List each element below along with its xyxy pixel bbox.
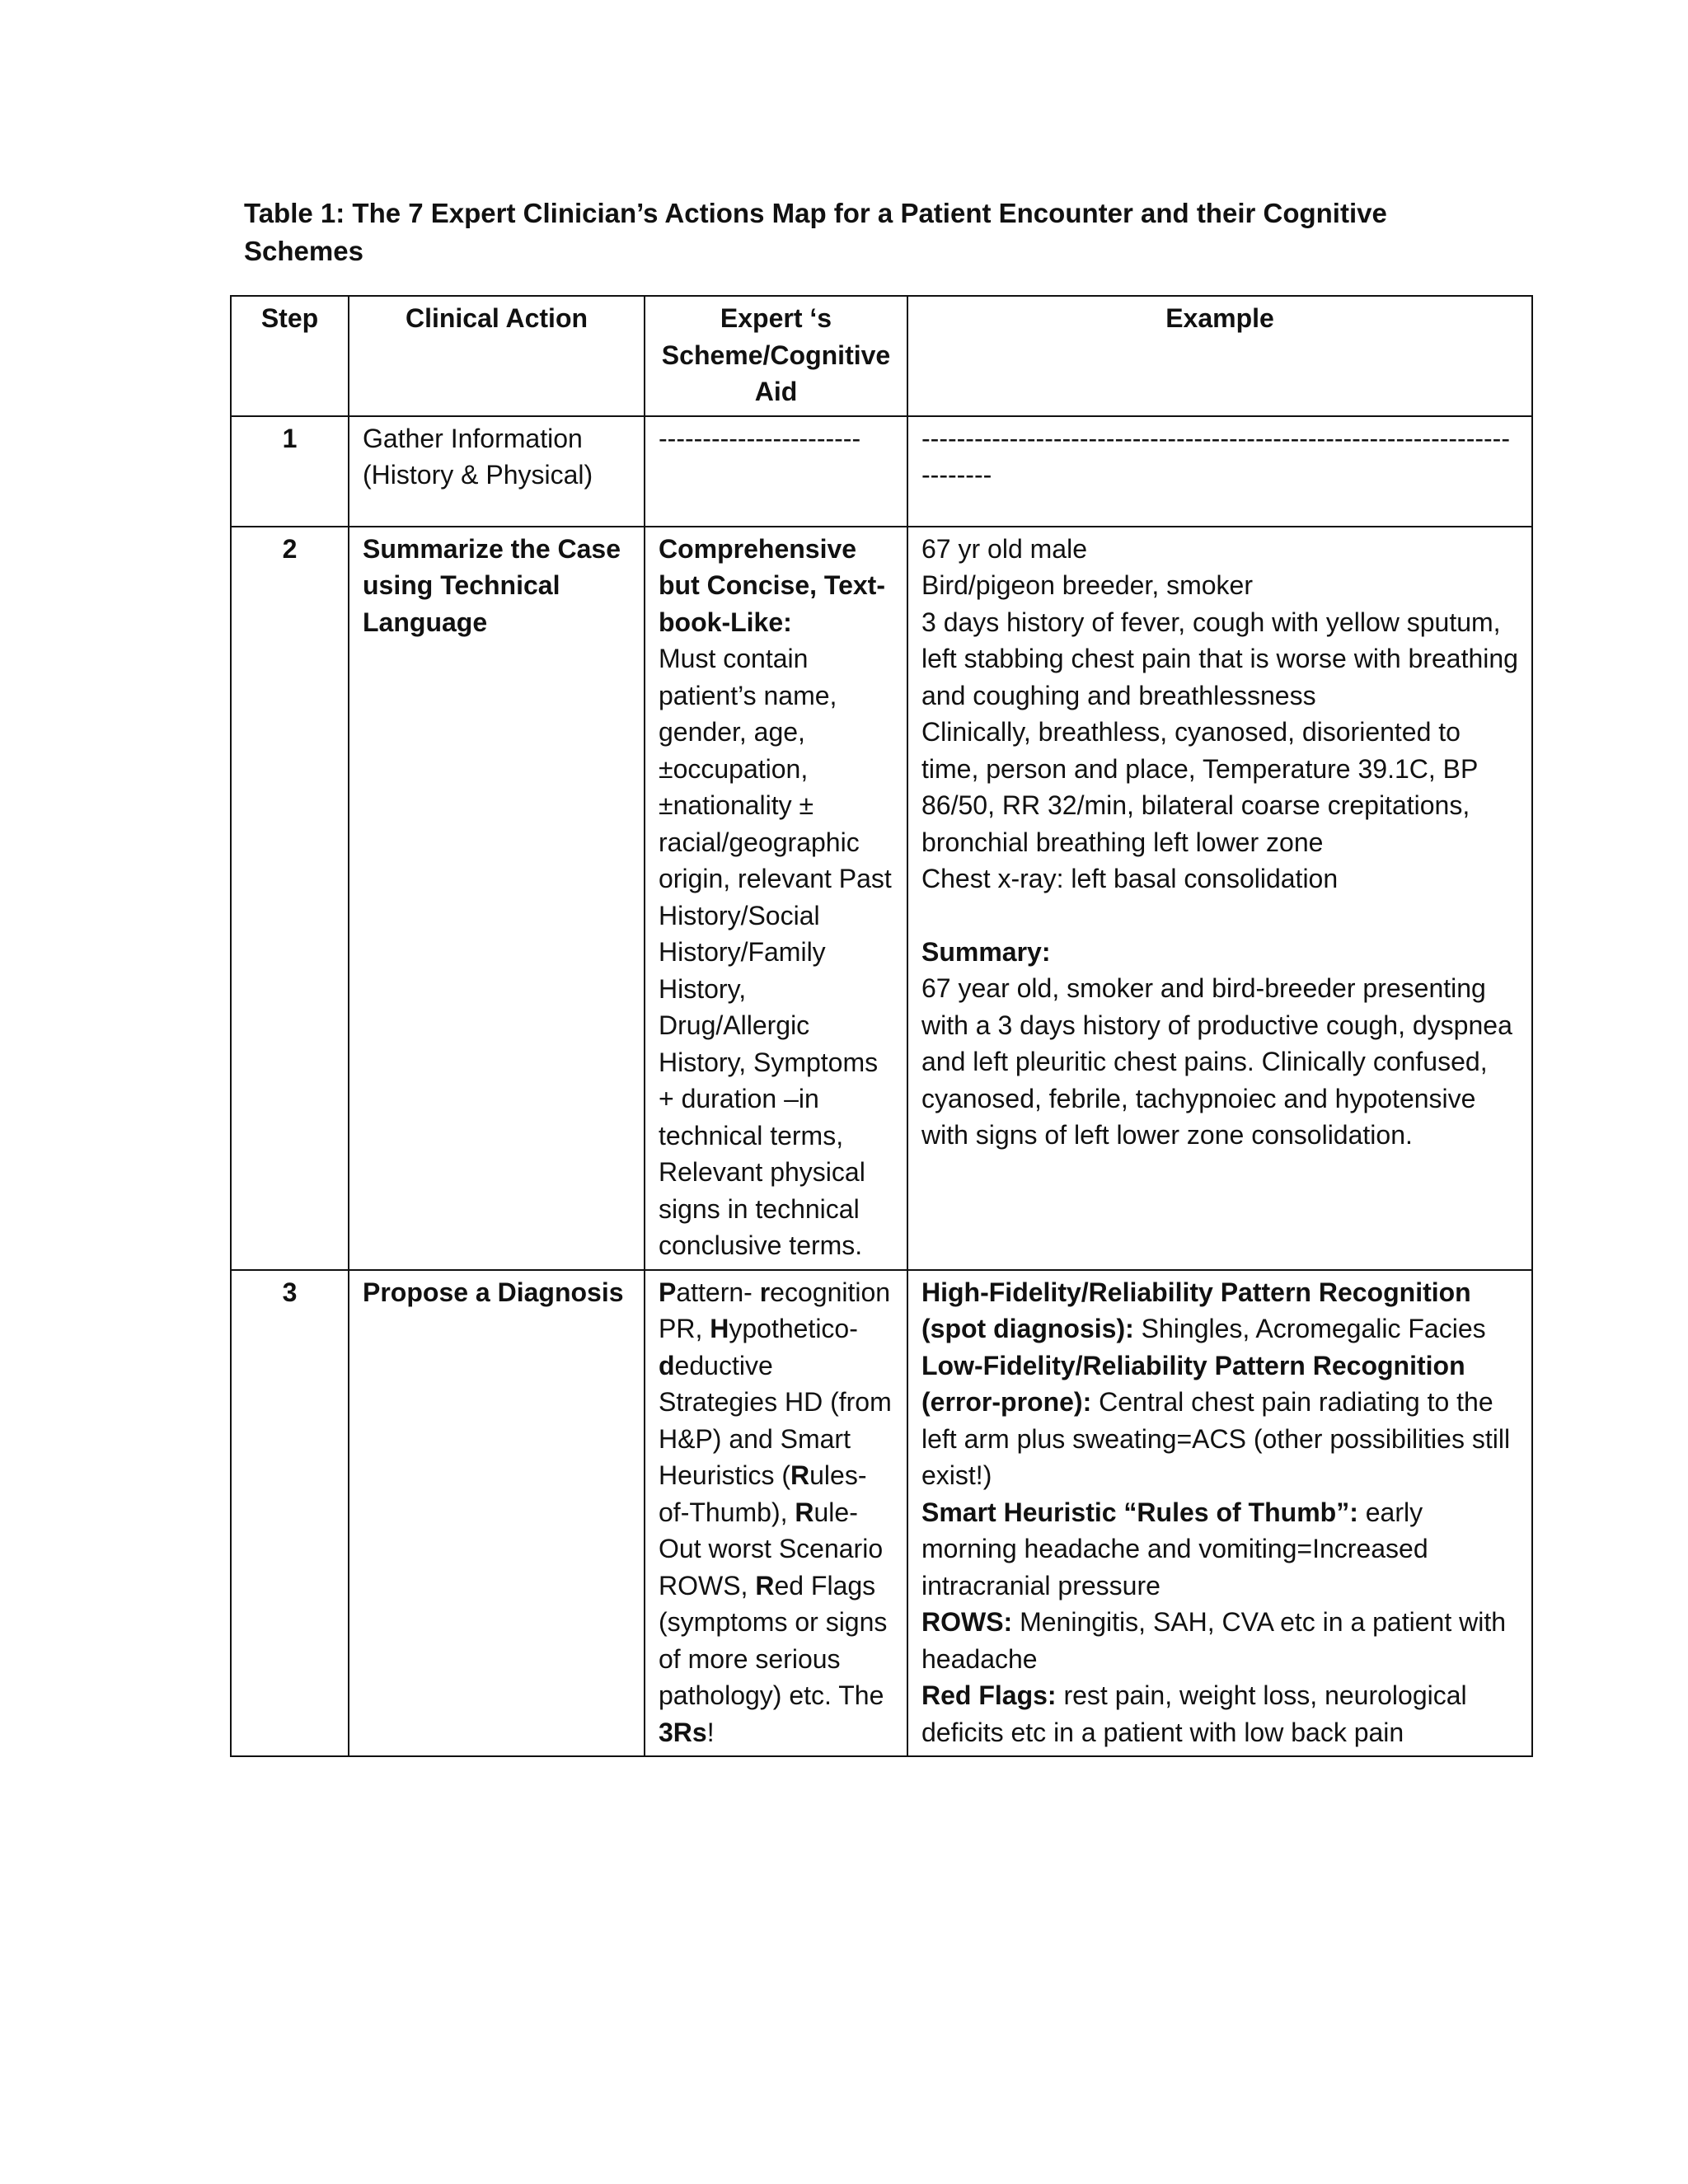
example-entry	[921, 1347, 1518, 1494]
example-cell: ---------------------------------------------------------------------------	[907, 416, 1532, 527]
scheme-text: ypothetico-	[729, 1314, 858, 1343]
example-label: Red Flags:	[921, 1680, 1057, 1710]
initial-letter: d	[659, 1350, 675, 1380]
clinical-action: Gather Information (History & Physical)	[349, 416, 645, 527]
example-cell	[907, 527, 1532, 1270]
example-line: 67 yr old male	[921, 533, 1087, 564]
example-text: Central chest pain radiating to the left arm plus sweating=ACS (other possibilities still exist!)	[921, 1387, 1511, 1490]
scheme-cell: -----------------------	[645, 416, 907, 527]
initial-letter: P	[659, 1277, 677, 1307]
example-entry	[921, 1494, 1518, 1605]
initial-letter: R	[755, 1570, 775, 1601]
scheme-text: !	[706, 1717, 715, 1747]
scheme-text: ecognition PR,	[659, 1277, 891, 1343]
scheme-text: attern-	[676, 1277, 753, 1307]
scheme-cell	[645, 527, 907, 1270]
example-label: Low-Fidelity/Reliability Pattern Recognition (error-prone):	[921, 1350, 1465, 1417]
initial-letter: R	[790, 1460, 810, 1490]
table-row-3	[231, 1270, 1532, 1757]
clinician-actions-table	[230, 295, 1533, 1757]
example-text: Shingles, Acromegalic Facies	[1133, 1314, 1486, 1343]
scheme-cell	[645, 1270, 907, 1757]
example-label: ROWS:	[921, 1607, 1013, 1637]
example-entry	[921, 1677, 1518, 1750]
header-example: Example	[907, 296, 1532, 416]
table-caption	[244, 194, 1480, 270]
example-entry	[921, 1604, 1518, 1677]
example-entry	[921, 1274, 1518, 1347]
example-text: early morning headache and vomiting=Increased intracranial pressure	[921, 1497, 1428, 1601]
scheme-body: Must contain patient’s name, gender, age, ±occupation, ±nationality ± racial/geographic origin, relevant Past History/Social History/Family History, Drug/Allergic History, Symptoms + duration –in technical terms, Relevant physical signs in technical conclusive terms.	[659, 644, 892, 1260]
scheme-text: ules-of-Thumb),	[659, 1460, 867, 1527]
header-clinical-action: Clinical Action	[349, 296, 645, 416]
caption-line-1: Table 1: The 7 Expert Clinician’s Actions Map for a Patient Encounter and their Cognitive	[244, 198, 1387, 228]
spacer	[921, 898, 1518, 934]
header-scheme: Expert ‘s Scheme/Cognitive Aid	[645, 296, 907, 416]
example-cell	[907, 1270, 1532, 1757]
example-line: 3 days history of fever, cough with yellow sputum, left stabbing chest pain that is worse with breathing and coughing and breathlessness	[921, 607, 1518, 710]
step-number: 1	[231, 416, 349, 527]
clinical-action: Propose a Diagnosis	[349, 1270, 645, 1757]
table-row-1	[231, 416, 1532, 527]
example-label: Smart Heuristic “Rules of Thumb”:	[921, 1497, 1358, 1527]
example-line: Chest x-ray: left basal consolidation	[921, 864, 1339, 893]
summary-label: Summary:	[921, 936, 1051, 967]
clinical-action: Summarize the Case using Technical Language	[349, 527, 645, 1270]
scheme-text: ed Flags (symptoms or signs of more serious pathology) etc. The	[659, 1570, 888, 1710]
step-number: 3	[231, 1270, 349, 1757]
example-line: Clinically, breathless, cyanosed, disoriented to time, person and place, Temperature 39.1C, BP 86/50, RR 32/min, bilateral coarse crepitations, bronchial breathing left lower zone	[921, 717, 1478, 857]
example-text: Meningitis, SAH, CVA etc in a patient with headache	[921, 1607, 1506, 1674]
example-label: High-Fidelity/Reliability Pattern Recognition (spot diagnosis):	[921, 1277, 1471, 1343]
step-number: 2	[231, 527, 349, 1270]
scheme-text: eductive Strategies HD (from H&P) and Smart Heuristics (	[659, 1350, 892, 1490]
summary-text: 67 year old, smoker and bird-breeder presenting with a 3 days history of productive cough, dyspnea and left pleuritic chest pains. Clinically confused, cyanosed, febrile, tachypnoiec and hypotensive with signs of left lower zone consolidation.	[921, 973, 1512, 1150]
table-row-2	[231, 527, 1532, 1270]
three-rs: 3Rs	[659, 1717, 707, 1747]
header-step: Step	[231, 296, 349, 416]
initial-letter: H	[710, 1314, 729, 1343]
scheme-title: Comprehensive but Concise, Text-book-Like:	[659, 533, 885, 637]
example-text: rest pain, weight loss, neurological deficits etc in a patient with low back pain	[921, 1680, 1467, 1747]
table-header-row	[231, 296, 1532, 416]
caption-line-2: Schemes	[244, 236, 363, 266]
scheme-text: ule-Out worst Scenario ROWS,	[659, 1497, 884, 1601]
example-line: Bird/pigeon breeder, smoker	[921, 570, 1253, 600]
initial-letter: r	[759, 1277, 771, 1307]
initial-letter: R	[795, 1497, 814, 1527]
